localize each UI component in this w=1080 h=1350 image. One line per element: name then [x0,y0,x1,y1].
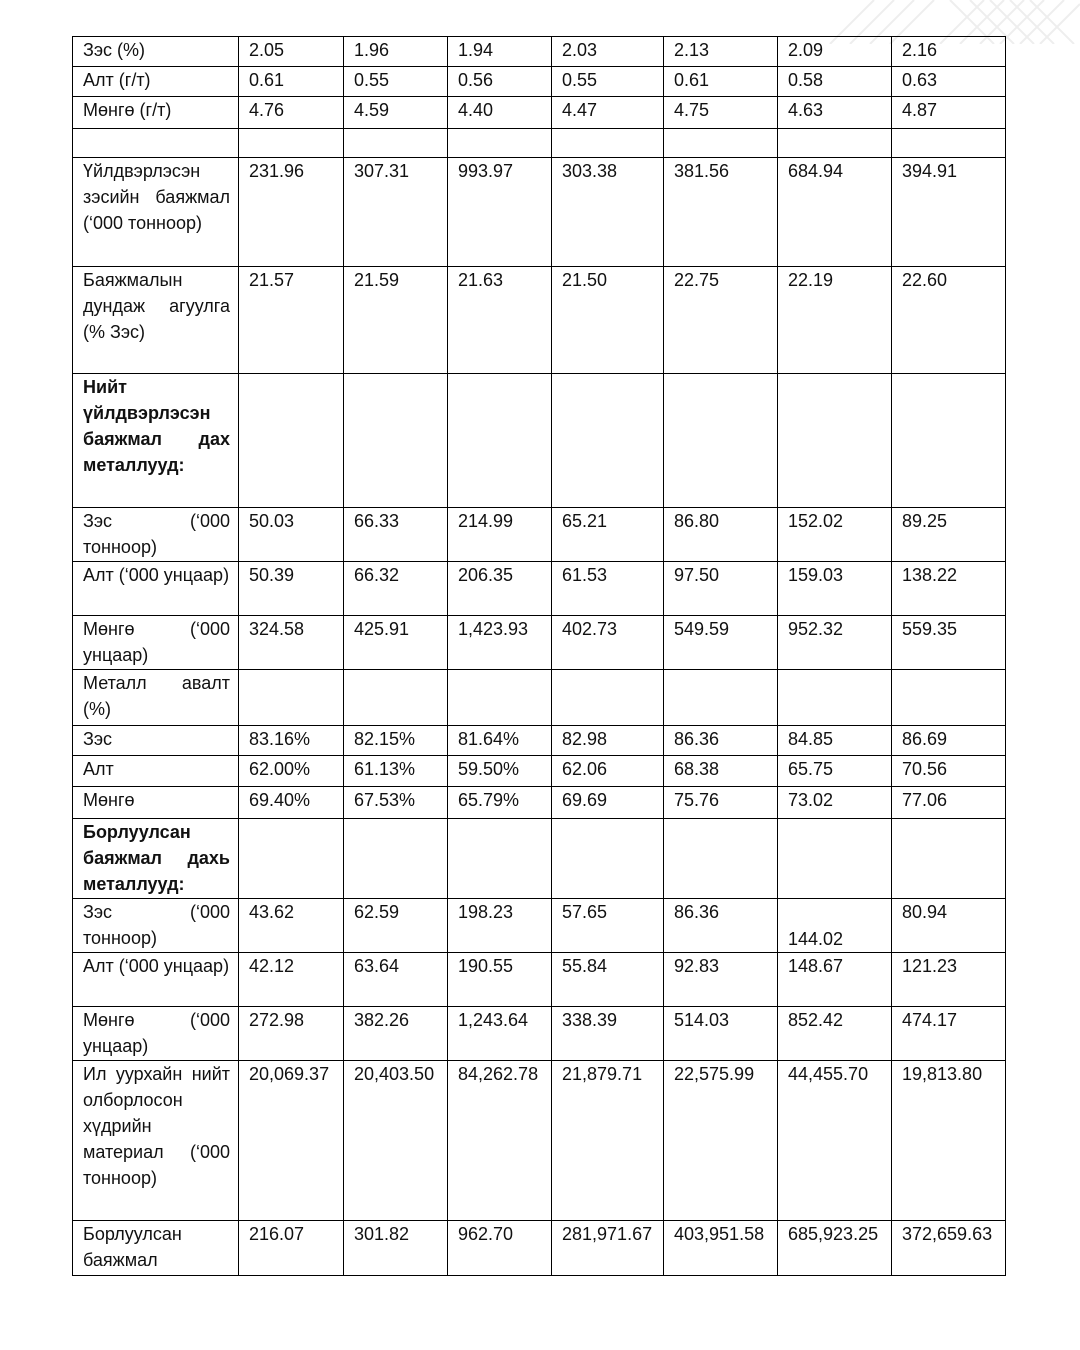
value-cell: 77.06 [892,787,1006,819]
row-label: Борлуулсан баяжмал [73,1221,239,1276]
value-cell [664,819,778,899]
value-cell: 55.84 [552,953,664,1007]
row-label: Борлуулсан баяжмал дахь металлууд: [73,819,239,899]
value-cell: 20,403.50 [344,1061,448,1221]
value-cell [778,129,892,158]
value-cell [239,670,344,726]
value-cell [448,129,552,158]
value-cell: 62.06 [552,756,664,787]
row-label: Алт [73,756,239,787]
value-cell: 474.17 [892,1007,1006,1061]
row-label: Алт (‘000 унцаар) [73,562,239,616]
value-cell: 272.98 [239,1007,344,1061]
value-cell: 559.35 [892,616,1006,670]
table-row [73,508,1006,562]
value-cell: 86.69 [892,726,1006,756]
value-cell [778,374,892,508]
row-label: Баяжмалын дундаж агуулга (% Зэс) [73,267,239,374]
value-cell: 86.36 [664,726,778,756]
value-cell [892,670,1006,726]
value-cell: 303.38 [552,158,664,267]
table-row [73,953,1006,1007]
table-row [73,726,1006,756]
value-cell: 66.32 [344,562,448,616]
value-cell: 86.36 [664,899,778,953]
table-row [73,37,1006,67]
value-cell: 301.82 [344,1221,448,1276]
value-cell: 21.57 [239,267,344,374]
value-cell: 22.60 [892,267,1006,374]
value-cell: 84,262.78 [448,1061,552,1221]
row-label: Нийт үйлдвэрлэсэн баяжмал дах металлууд: [73,374,239,508]
value-cell: 138.22 [892,562,1006,616]
value-cell: 338.39 [552,1007,664,1061]
value-cell: 84.85 [778,726,892,756]
value-cell: 549.59 [664,616,778,670]
value-cell: 73.02 [778,787,892,819]
value-cell: 92.83 [664,953,778,1007]
value-cell [892,129,1006,158]
value-cell: 0.55 [552,67,664,97]
value-cell: 4.76 [239,97,344,129]
value-cell: 0.61 [239,67,344,97]
value-cell: 44,455.70 [778,1061,892,1221]
value-cell: 148.67 [778,953,892,1007]
value-cell: 69.69 [552,787,664,819]
value-cell: 144.02 [778,899,892,953]
row-label: Металл авалт (%) [73,670,239,726]
value-cell [344,819,448,899]
table-row [73,129,1006,158]
value-cell: 2.05 [239,37,344,67]
value-cell: 214.99 [448,508,552,562]
value-cell [778,819,892,899]
mining-production-table [72,36,1006,1276]
value-cell [664,374,778,508]
value-cell: 68.38 [664,756,778,787]
value-cell: 86.80 [664,508,778,562]
value-cell: 684.94 [778,158,892,267]
value-cell: 65.75 [778,756,892,787]
value-cell: 62.59 [344,899,448,953]
table-row [73,267,1006,374]
value-cell: 1,423.93 [448,616,552,670]
value-cell: 67.53% [344,787,448,819]
value-cell: 0.63 [892,67,1006,97]
value-cell [552,374,664,508]
value-cell: 0.61 [664,67,778,97]
value-cell: 43.62 [239,899,344,953]
value-cell: 159.03 [778,562,892,616]
value-cell: 1.96 [344,37,448,67]
value-cell: 66.33 [344,508,448,562]
value-cell [552,129,664,158]
value-cell: 4.40 [448,97,552,129]
value-cell: 2.09 [778,37,892,67]
value-cell [552,670,664,726]
value-cell: 685,923.25 [778,1221,892,1276]
value-cell: 2.03 [552,37,664,67]
value-cell: 394.91 [892,158,1006,267]
value-cell: 50.39 [239,562,344,616]
value-cell: 89.25 [892,508,1006,562]
value-cell [344,374,448,508]
value-cell: 21.50 [552,267,664,374]
row-label: Зэс (%) [73,37,239,67]
value-cell: 121.23 [892,953,1006,1007]
value-cell: 993.97 [448,158,552,267]
value-cell [448,670,552,726]
value-cell: 19,813.80 [892,1061,1006,1221]
value-cell: 4.59 [344,97,448,129]
row-label: Мөнгө (г/т) [73,97,239,129]
value-cell [892,819,1006,899]
value-cell: 61.13% [344,756,448,787]
value-cell: 22.75 [664,267,778,374]
value-cell: 190.55 [448,953,552,1007]
row-label: Алт (г/т) [73,67,239,97]
row-label: Зэс [73,726,239,756]
value-cell: 307.31 [344,158,448,267]
value-cell [448,819,552,899]
value-cell: 65.79% [448,787,552,819]
value-cell: 2.16 [892,37,1006,67]
value-cell: 57.65 [552,899,664,953]
value-cell: 20,069.37 [239,1061,344,1221]
value-cell [552,819,664,899]
value-cell: 381.56 [664,158,778,267]
row-label: Үйлдвэрлэсэн зэсийн баяжмал (‘000 тонноор) [73,158,239,267]
row-label: Мөнгө (‘000 унцаар) [73,1007,239,1061]
value-cell: 0.56 [448,67,552,97]
value-cell: 70.56 [892,756,1006,787]
table-row [73,1007,1006,1061]
value-cell: 372,659.63 [892,1221,1006,1276]
value-cell [778,670,892,726]
value-cell: 21.63 [448,267,552,374]
value-cell: 75.76 [664,787,778,819]
value-cell: 69.40% [239,787,344,819]
value-cell: 4.75 [664,97,778,129]
row-label: Мөнгө (‘000 унцаар) [73,616,239,670]
value-cell: 402.73 [552,616,664,670]
table-row [73,616,1006,670]
value-cell: 4.47 [552,97,664,129]
value-cell: 152.02 [778,508,892,562]
table-row [73,67,1006,97]
value-cell: 21.59 [344,267,448,374]
value-cell: 324.58 [239,616,344,670]
value-cell: 62.00% [239,756,344,787]
value-cell: 59.50% [448,756,552,787]
value-cell [344,670,448,726]
value-cell: 82.98 [552,726,664,756]
value-cell: 425.91 [344,616,448,670]
value-cell: 852.42 [778,1007,892,1061]
row-label: Мөнгө [73,787,239,819]
value-cell: 83.16% [239,726,344,756]
value-cell: 22,575.99 [664,1061,778,1221]
value-cell: 4.87 [892,97,1006,129]
value-cell: 962.70 [448,1221,552,1276]
value-cell: 0.55 [344,67,448,97]
value-cell: 382.26 [344,1007,448,1061]
table-row [73,374,1006,508]
value-cell: 198.23 [448,899,552,953]
value-cell [664,129,778,158]
row-label: Ил уурхайн нийт олборлосон хүдрийн материал (‘000 тонноор) [73,1061,239,1221]
value-cell: 514.03 [664,1007,778,1061]
value-cell: 63.64 [344,953,448,1007]
value-cell [239,819,344,899]
table-row [73,97,1006,129]
value-cell: 80.94 [892,899,1006,953]
value-cell: 206.35 [448,562,552,616]
value-cell [239,374,344,508]
value-cell [892,374,1006,508]
row-label: Зэс (‘000 тонноор) [73,899,239,953]
row-label: Зэс (‘000 тонноор) [73,508,239,562]
value-cell: 0.58 [778,67,892,97]
row-label [73,129,239,158]
value-cell: 231.96 [239,158,344,267]
value-cell: 97.50 [664,562,778,616]
value-cell [344,129,448,158]
value-cell: 1.94 [448,37,552,67]
value-cell [239,129,344,158]
value-cell [664,670,778,726]
value-cell: 22.19 [778,267,892,374]
table-row [73,787,1006,819]
table-row [73,562,1006,616]
table-row [73,756,1006,787]
value-cell: 21,879.71 [552,1061,664,1221]
value-cell: 65.21 [552,508,664,562]
value-cell: 42.12 [239,953,344,1007]
value-cell: 82.15% [344,726,448,756]
table-row [73,1061,1006,1221]
value-cell: 1,243.64 [448,1007,552,1061]
table-row [73,670,1006,726]
table-row [73,899,1006,953]
table-row [73,1221,1006,1276]
value-cell: 50.03 [239,508,344,562]
row-label: Алт (‘000 унцаар) [73,953,239,1007]
value-cell: 4.63 [778,97,892,129]
value-cell: 2.13 [664,37,778,67]
value-cell: 403,951.58 [664,1221,778,1276]
value-cell: 81.64% [448,726,552,756]
value-cell: 952.32 [778,616,892,670]
value-cell: 61.53 [552,562,664,616]
value-cell [448,374,552,508]
table-row [73,158,1006,267]
table-row [73,819,1006,899]
value-cell: 281,971.67 [552,1221,664,1276]
value-cell: 216.07 [239,1221,344,1276]
